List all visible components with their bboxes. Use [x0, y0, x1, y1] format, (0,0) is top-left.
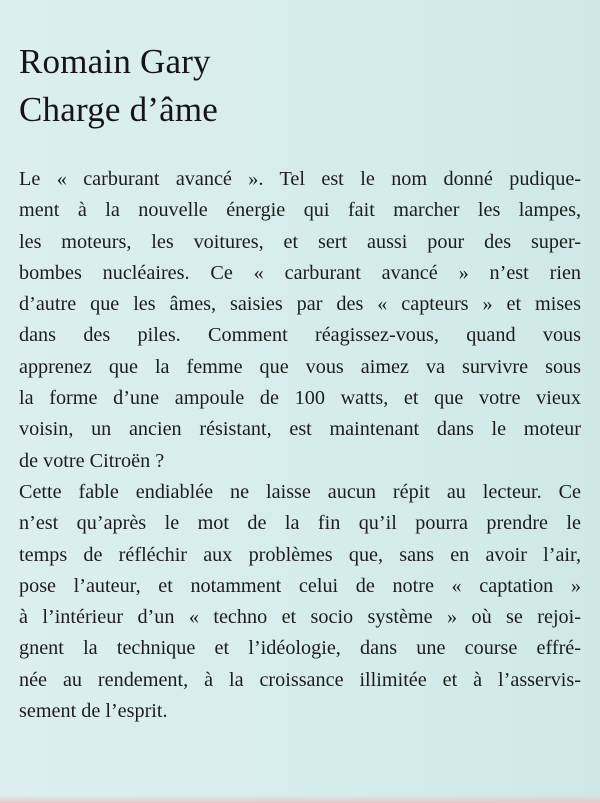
- blurb-line: née au rendement, à la croissance illimitée et à l’asservis-: [19, 668, 581, 691]
- blurb-line: voisin, un ancien résistant, est maintenant dans le moteur: [19, 418, 581, 441]
- title-block: [19, 38, 218, 134]
- blurb-line: sement de l’esprit.: [19, 700, 168, 723]
- blurb-line: Cette fable endiablée ne laisse aucun répit au lecteur. Ce: [19, 480, 581, 503]
- blurb-line: apprenez que la femme que vous aimez va survivre sous: [19, 355, 581, 378]
- blurb-line: Le « carburant avancé ». Tel est le nom donné pudique-: [19, 168, 581, 190]
- blurb-line: n’est qu’après le mot de la fin qu’il pourra prendre le: [19, 512, 581, 535]
- blurb-line: de votre Citroën ?: [19, 449, 165, 472]
- blurb-text: [19, 164, 581, 727]
- blurb-line: les moteurs, les voitures, et sert aussi pour des super-: [19, 230, 581, 253]
- blurb-line: bombes nucléaires. Ce « carburant avancé » n’est rien: [19, 261, 581, 284]
- blurb-line: d’autre que les âmes, saisies par des « capteurs » et mises: [19, 293, 581, 316]
- book-title: Charge d’âme: [19, 90, 219, 129]
- blurb-line: temps de réfléchir aux problèmes que, sans en avoir l’air,: [19, 543, 581, 566]
- blurb-line: dans des piles. Comment réagissez-vous, quand vous: [19, 324, 581, 347]
- author-name: Romain Gary: [19, 42, 211, 81]
- blurb-line: ment à la nouvelle énergie qui fait marcher les lampes,: [19, 199, 581, 222]
- page-bottom-edge: [0, 795, 600, 803]
- blurb-line: à l’intérieur d’un « techno et socio système » où se rejoi-: [19, 606, 581, 629]
- blurb-line: pose l’auteur, et notamment celui de notre « captation »: [19, 574, 581, 597]
- blurb-line: la forme d’une ampoule de 100 watts, et que votre vieux: [19, 387, 581, 410]
- blurb-line: gnent la technique et l’idéologie, dans une course effré-: [19, 637, 581, 660]
